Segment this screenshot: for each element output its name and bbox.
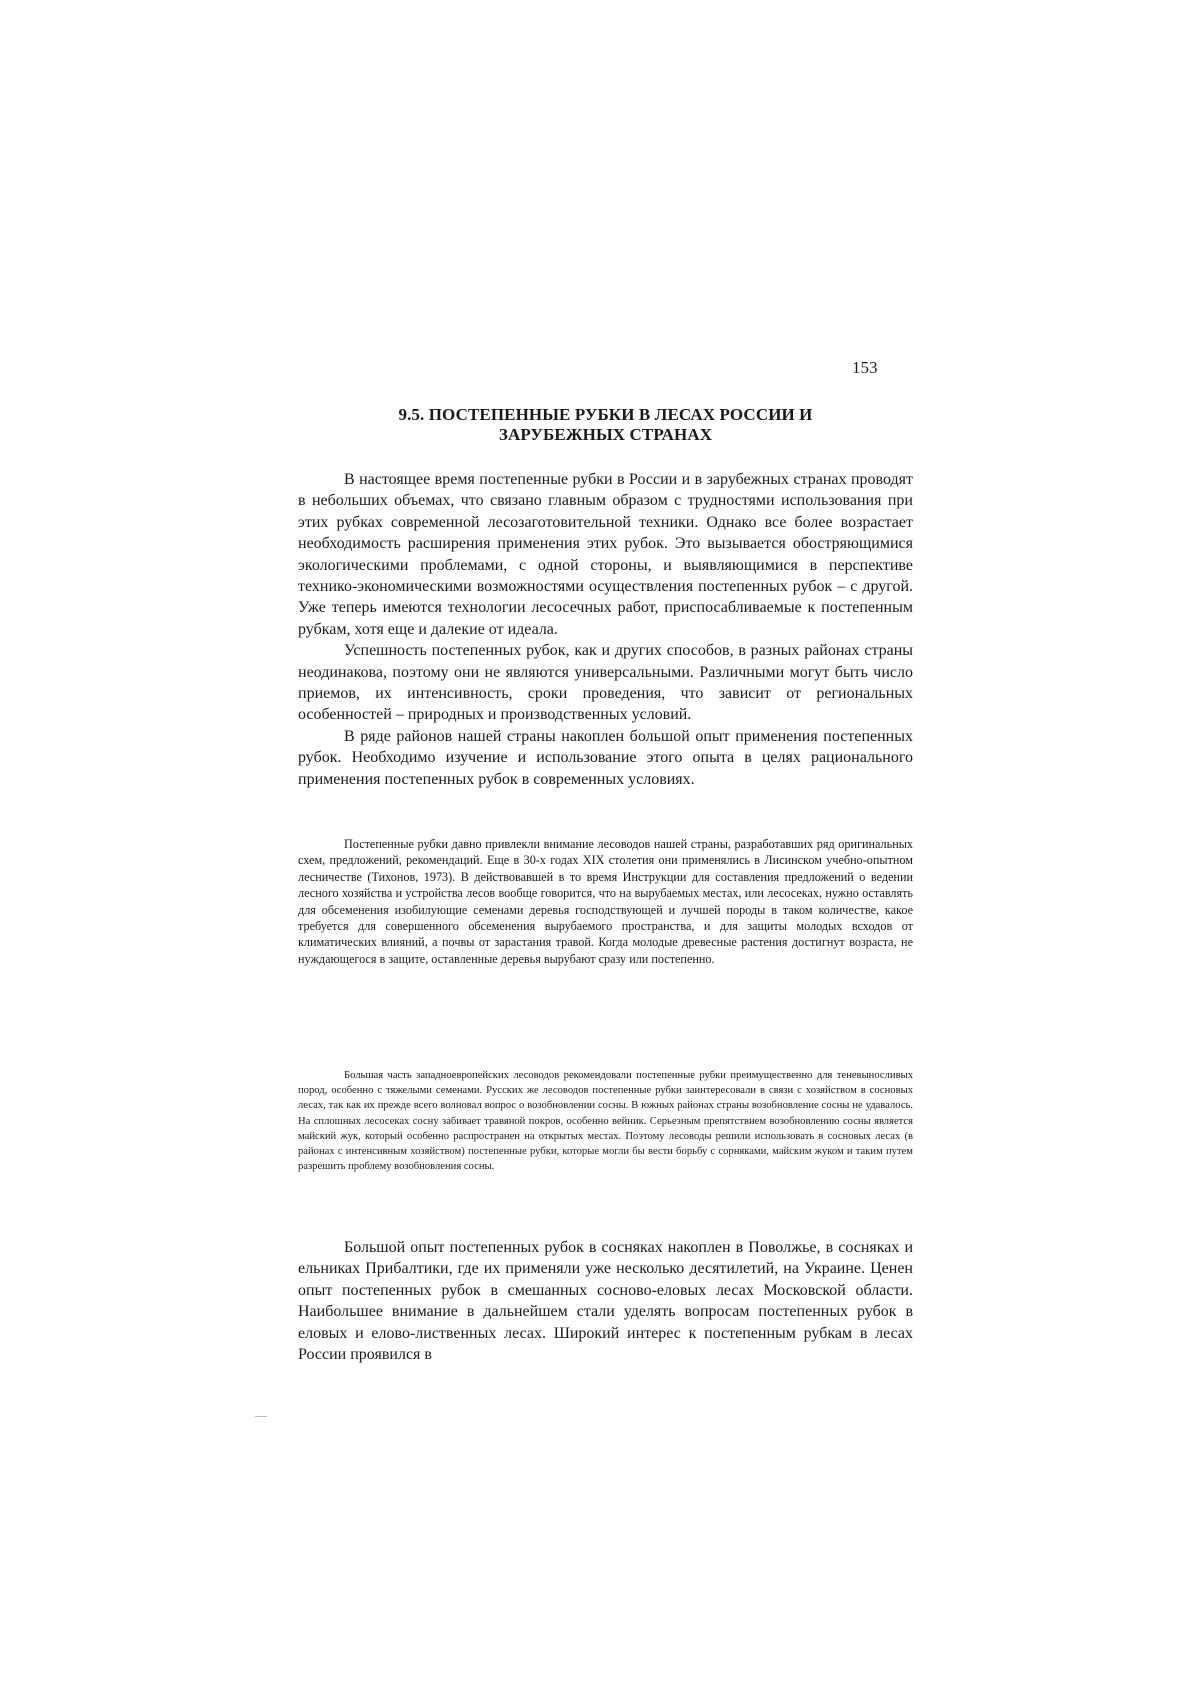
margin-mark — [255, 1416, 267, 1417]
page-number: 153 — [852, 358, 878, 377]
closing-paragraph: Большой опыт постепенных рубок в сосняках накоплен в Поволжье, в сосняках и ельниках Прибалтики, где их применяли уже несколько десятилетий, на Украине. Ценен опыт постепенных рубок в смешанных сосново-еловых лесах Московской области. Наибольшее внимание в дальнейшем стали уделять вопросам постепенных рубок в еловых и елово-лиственных лесах. Широкий интерес к постепенным рубкам в лесах России проявился в — [298, 1239, 913, 1364]
note-text-1 — [298, 836, 913, 967]
paragraph-3: В ряде районов нашей страны накоплен большой опыт применения постепенных рубок. Необходимо изучение и использование этого опыта в целях рационального применения постепенных рубок в современных условиях. — [298, 727, 913, 788]
note-paragraph-2: Большая часть западноевропейских лесоводов рекомендовали постепенные рубки преимущественно для теневыносливых пород, особенно с тяжелыми семенами. Русских же лесоводов постепенные рубки заинтересовали в связи с хозяйством в сосновых лесах, так как их прежде всего волновал вопрос о возобновлении сосны. В южных районах страны возобновление сосны не удавалось. На сплошных лесосеках сосну забивает травяной покров, особенно вейник. Серьезным препятствием возобновлению сосны является майский жук, который особенно распространен на открытых местах. Поэтому лесоводы решили использовать в сосновых лесах (в районах с интенсивным хозяйством) постепенные рубки, которые могли бы вести борьбу с сорняками, майским жуком и таким путем разрешить проблему возобновления сосны. — [298, 1070, 913, 1173]
section-heading-line-1: 9.5. ПОСТЕПЕННЫЕ РУБКИ В ЛЕСАХ РОССИИ И — [398, 405, 813, 424]
note-text-2 — [298, 1068, 913, 1174]
paragraph-1: В настоящее время постепенные рубки в России и в зарубежных странах проводят в небольших объемах, что связано главным образом с трудностями использования при этих рубках современной лесозаготовительной техники. Однако все более возрастает необходимость расширения применения этих рубок. Это вызывается обостряющимися экологическими проблемами, с одной стороны, и выявляющимися в перспективе технико-экономическими возможностями осуществления постепенных рубок – с другой. Уже теперь имеются технологии лесосечных работ, приспосабливаемые к постепенным рубкам, хотя еще и далекие от идеала. — [298, 471, 913, 638]
closing-text — [298, 1237, 913, 1365]
section-heading — [298, 405, 913, 445]
section-heading-line-2: ЗАРУБЕЖНЫХ СТРАНАХ — [498, 425, 713, 444]
note-paragraph-1: Постепенные рубки давно привлекли внимание лесоводов нашей страны, разработавших ряд оригинальных схем, предложений, рекомендаций. Еще в 30-х годах XIX столетия они применялись в Лисинском учебно-опытном лесничестве (Тихонов, 1973). В действовавшей в то время Инструкции для составления предложений о ведении лесного хозяйства и устройства лесов вообще говорится, что на вырубаемых местах, или лесосеках, нужно оставлять для обсеменения изобилующие семенами деревья господствующей и лучшей породы в таком количестве, какое требуется для совершенного обсеменения вырубаемого пространства, и для защиты молодых всходов от климатических влияний, а почвы от зарастания травой. Когда молодые древесные растения достигнут возраста, не нуждающегося в защите, оставленные деревья вырубают сразу или постепенно. — [298, 837, 913, 966]
paragraph-2: Успешность постепенных рубок, как и других способов, в разных районах страны неодинакова, поэтому они не являются универсальными. Различными могут быть число приемов, их интенсивность, сроки проведения, что зависит от региональных особенностей – природных и производственных условий. — [298, 642, 913, 724]
main-text — [298, 469, 913, 790]
